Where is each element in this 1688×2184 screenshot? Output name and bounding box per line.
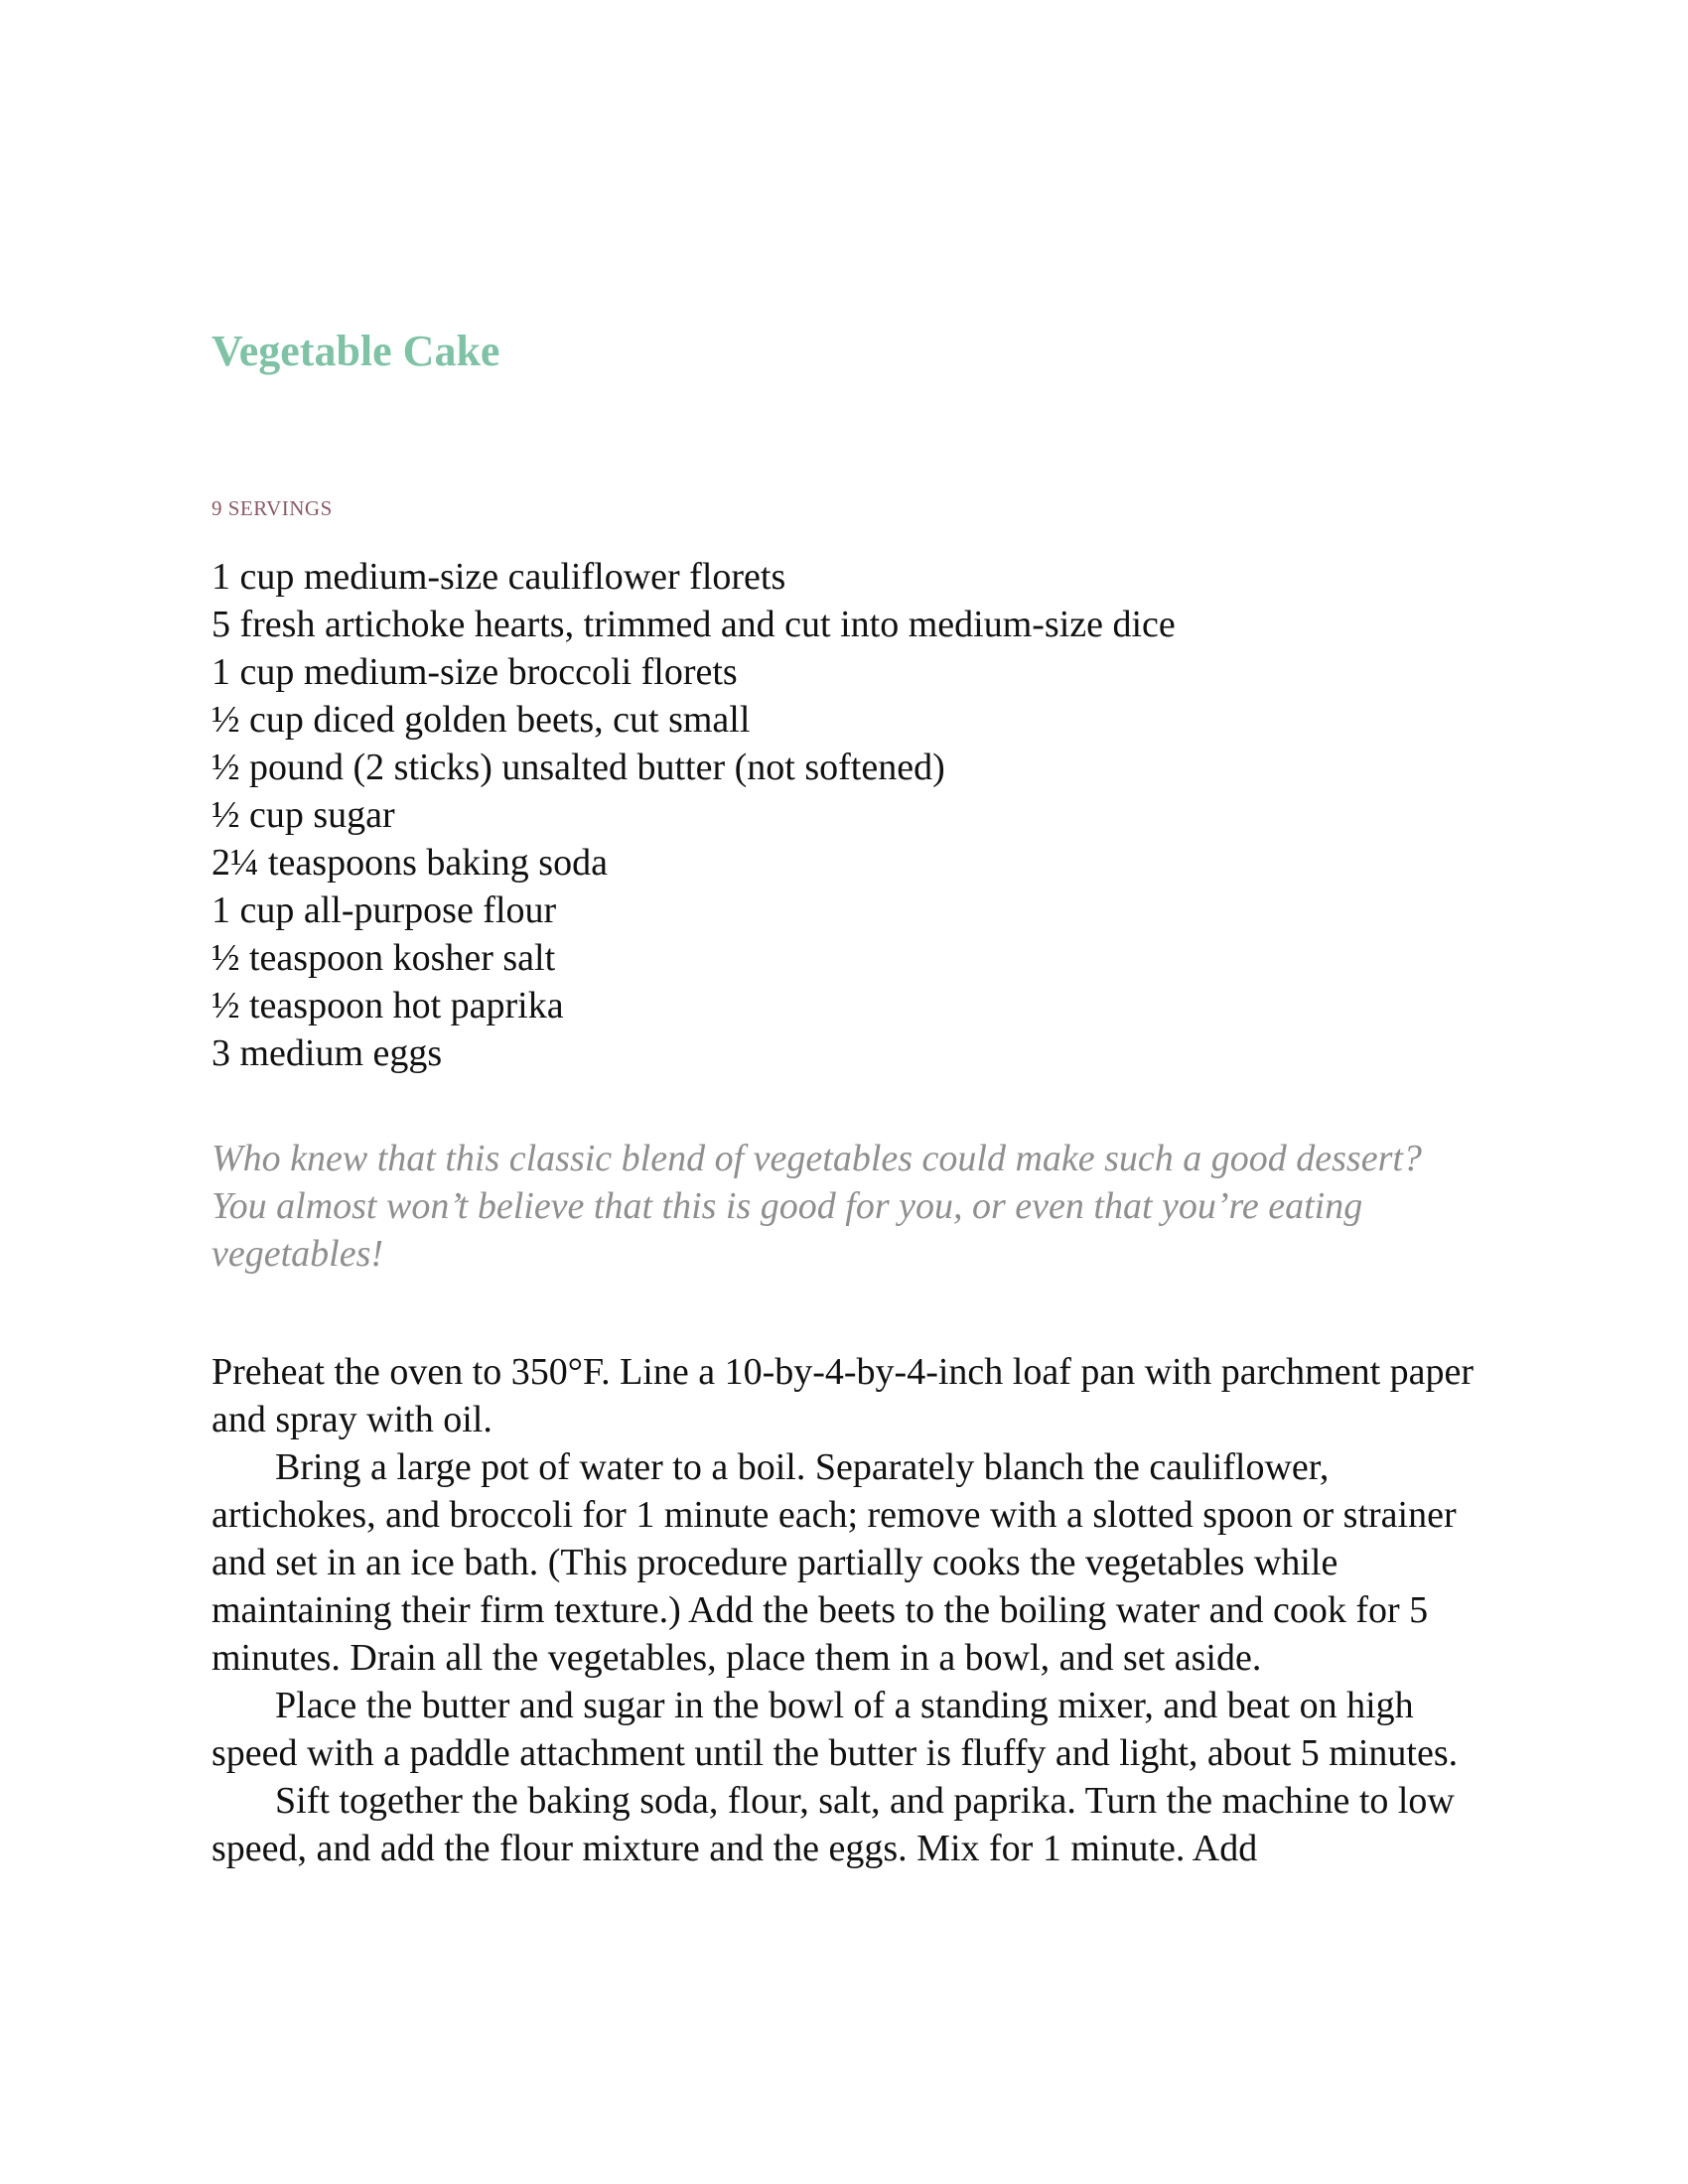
direction-paragraph: Place the butter and sugar in the bowl of a standing mixer, and beat on high speed with a paddle attachment until the butter is fluffy and light, about 5 minutes. (211, 1685, 1459, 1774)
ingredient-item: 3 medium eggs (211, 1032, 443, 1074)
ingredient-item: 1 cup medium-size cauliflower florets (211, 556, 786, 598)
ingredient-item: 2¼ teaspoons baking soda (211, 842, 608, 884)
ingredient-item: ½ teaspoon kosher salt (211, 937, 556, 979)
ingredient-item: ½ cup diced golden beets, cut small (211, 699, 751, 741)
ingredient-item: 5 fresh artichoke hearts, trimmed and cut into medium-size dice (211, 604, 1176, 645)
direction-paragraph: Sift together the baking soda, flour, salt, and paprika. Turn the machine to low speed, and add the flour mixture and the eggs. Mix for 1 minute. Add (211, 1780, 1455, 1869)
ingredient-item: ½ teaspoon hot paprika (211, 985, 564, 1026)
recipe-intro: Who knew that this classic blend of vegetables could make such a good dessert? You almost won’t believe that this is good for you, or even that you’re eating vegetables! (211, 1138, 1422, 1275)
ingredient-item: 1 cup medium-size broccoli florets (211, 651, 738, 693)
ingredient-item: 1 cup all-purpose flour (211, 889, 557, 931)
direction-paragraph: Bring a large pot of water to a boil. Separately blanch the cauliflower, artichokes, and broccoli for 1 minute each; remove with a slotted spoon or strainer and set in an ice bath. (This procedure partially cooks the vegetables while maintaining their firm texture.) Add the beets to the boiling water and cook for 5 minutes. Drain all the vegetables, place them in a bowl, and set aside. (211, 1446, 1457, 1679)
recipe-title: Vegetable Cake (211, 327, 500, 375)
directions (211, 1348, 1502, 1872)
ingredient-item: ½ pound (2 sticks) unsalted butter (not softened) (211, 747, 945, 788)
ingredient-list (211, 553, 1176, 1077)
ingredient-item: ½ cup sugar (211, 794, 395, 836)
servings-label: 9 SERVINGS (211, 496, 333, 520)
direction-paragraph: Preheat the oven to 350°F. Line a 10-by-4-by-4-inch loaf pan with parchment paper and spray with oil. (211, 1351, 1475, 1440)
recipe-page (211, 0, 1502, 2184)
